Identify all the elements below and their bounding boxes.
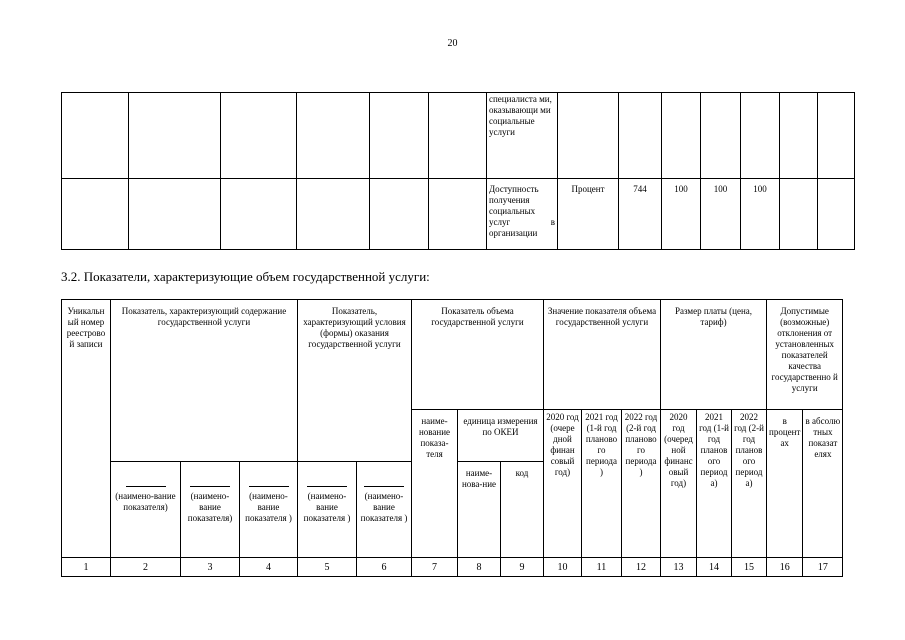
- indicator-name-cell: [487, 93, 558, 179]
- sub-indicator-3: (наимено-вание показателя ): [240, 462, 298, 558]
- conditions-indicator-header: Показатель, характеризующий условия (формы) оказания государственной услуги: [298, 300, 412, 462]
- column-number: 14: [697, 558, 732, 577]
- unit-name: Процент: [571, 184, 605, 194]
- column-number: 12: [622, 558, 661, 577]
- sub-indicator-5: (наимено-вание показателя ): [357, 462, 412, 558]
- column-number-row: [62, 558, 843, 577]
- year-2022-volume-header: 2022 год (2-й год планово го периода ): [622, 410, 661, 558]
- indicator-name-cell: [487, 179, 558, 250]
- registry-number-header: Уникальн ый номер реестрово й записи: [62, 300, 111, 558]
- deviation-absolute-header: в абсолю тных показат елях: [803, 410, 843, 558]
- page-number: 20: [447, 38, 458, 49]
- column-number: 15: [732, 558, 767, 577]
- column-number: 2: [111, 558, 181, 577]
- column-number: 16: [767, 558, 803, 577]
- indicator-name: Доступность получения социальных услуг в организации: [489, 184, 555, 238]
- fee-header: Размер платы (цена, тариф): [661, 300, 767, 410]
- deviation-header: Допустимые (возможные) отклонения от установленных показателей качества государственно й услуги: [767, 300, 843, 410]
- year-2020-volume-header: 2020 год (очере дной финан совый год): [544, 410, 582, 558]
- sub-indicator-2: (наимено-вание показателя): [181, 462, 240, 558]
- column-number: 8: [458, 558, 501, 577]
- column-number: 9: [501, 558, 544, 577]
- okei-code-header: код: [501, 462, 544, 558]
- indicator-name-header: наиме-нование показа-теля: [412, 410, 458, 558]
- okei-name-header: наиме-нова-ние: [458, 462, 501, 558]
- value-2020: 100: [674, 184, 688, 194]
- column-number: 17: [803, 558, 843, 577]
- indicator-name: специалиста ми, оказывающи ми социальные услуги: [489, 94, 552, 137]
- deviation-percent-header: в процент ах: [767, 410, 803, 558]
- sub-indicator-4: (наимено-вание показателя ): [298, 462, 357, 558]
- year-2021-volume-header: 2021 год (1-й год планово го периода ): [582, 410, 622, 558]
- column-number: 1: [62, 558, 111, 577]
- column-number: 11: [582, 558, 622, 577]
- table-row: [62, 179, 855, 250]
- column-number: 5: [298, 558, 357, 577]
- column-number: 6: [357, 558, 412, 577]
- year-2020-fee-header: 2020 год (очеред ной финанс овый год): [661, 410, 697, 558]
- column-number: 3: [181, 558, 240, 577]
- column-number: 13: [661, 558, 697, 577]
- sub-indicator-1: (наимено-вание показателя): [111, 462, 181, 558]
- okei-header: единица измерения по ОКЕИ: [458, 410, 544, 462]
- table-row: [62, 93, 855, 179]
- volume-indicator-header: Показатель объема государственной услуги: [412, 300, 544, 410]
- table-header-row: [62, 300, 843, 410]
- column-number: 7: [412, 558, 458, 577]
- quality-indicators-table-continuation: [61, 92, 855, 250]
- okei-code: 744: [633, 184, 647, 194]
- value-2021: 100: [713, 184, 728, 194]
- column-number: 10: [544, 558, 582, 577]
- year-2022-fee-header: 2022 год (2-й год планов ого период а): [732, 410, 767, 558]
- volume-indicators-table: [61, 299, 843, 577]
- section-heading: 3.2. Показатели, характеризующие объем государственной услуги:: [61, 269, 430, 284]
- volume-value-header: Значение показателя объема государственной услуги: [544, 300, 661, 410]
- content-indicator-header: Показатель, характеризующий содержание государственной услуги: [111, 300, 298, 462]
- column-number: 4: [240, 558, 298, 577]
- value-2022: 100: [753, 184, 767, 194]
- year-2021-fee-header: 2021 год (1-й год планов ого период а): [697, 410, 732, 558]
